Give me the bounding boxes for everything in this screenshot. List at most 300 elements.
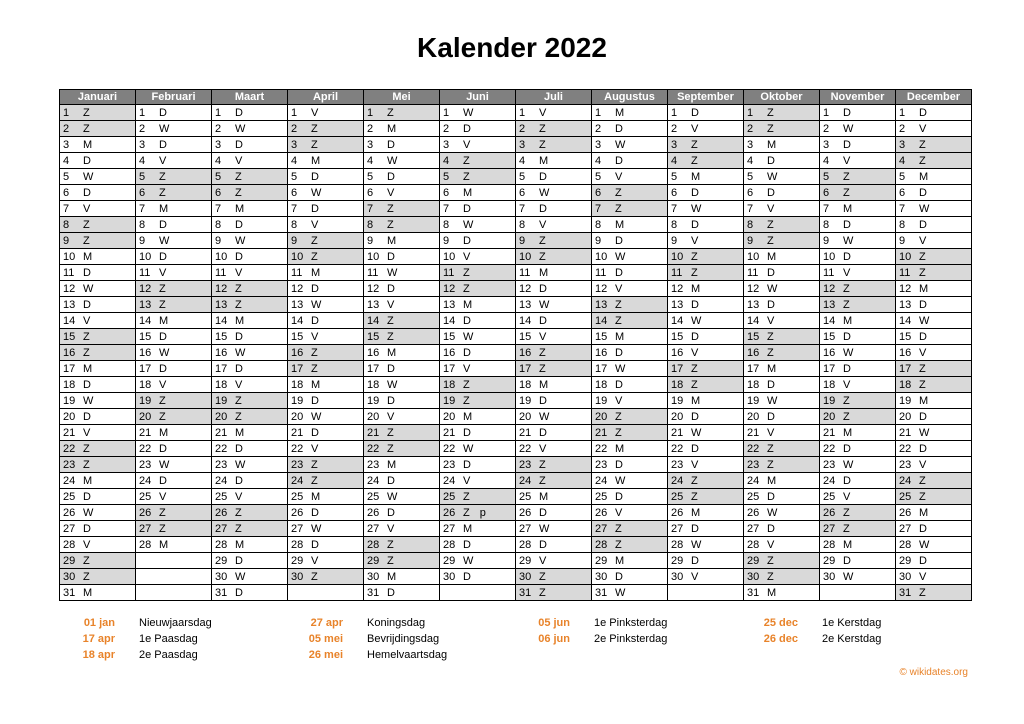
weekday-letter: M [463,410,473,423]
day-number: 1 [291,106,298,119]
day-cell [136,121,212,137]
day-cell [744,153,820,169]
weekday-letter: Z [691,362,698,375]
day-cell [440,217,516,233]
day-number: 19 [823,394,836,407]
weekday-letter: Z [691,266,698,279]
day-row [60,201,972,217]
weekday-letter: Z [691,138,698,151]
day-number: 24 [367,474,380,487]
weekday-letter: V [463,474,471,487]
day-cell [516,585,592,601]
weekday-letter: D [159,362,167,375]
day-cell [592,153,668,169]
day-cell [440,489,516,505]
day-number: 6 [291,186,298,199]
day-cell [668,153,744,169]
day-number: 1 [139,106,146,119]
day-number: 22 [443,442,456,455]
weekday-letter: Z [767,346,774,359]
weekday-letter: Z [615,522,622,535]
day-number: 11 [139,266,151,279]
day-number: 31 [215,586,228,599]
day-cell [896,265,972,281]
day-number: 11 [291,266,303,279]
day-number: 29 [595,554,608,567]
day-cell [364,345,440,361]
day-cell [744,217,820,233]
day-cell [516,361,592,377]
weekday-letter: W [919,426,930,439]
weekday-letter: Z [463,170,470,183]
day-cell [516,553,592,569]
day-number: 27 [291,522,304,535]
weekday-letter: D [843,442,851,455]
day-number: 11 [215,266,227,279]
weekday-letter: M [615,218,625,231]
day-cell [820,137,896,153]
weekday-letter: Z [615,538,622,551]
weekday-letter: M [235,314,245,327]
day-number: 5 [63,170,70,183]
day-number: 21 [671,426,684,439]
weekday-letter: Z [843,522,850,535]
weekday-letter: M [919,506,929,519]
weekday-letter: W [539,186,550,199]
day-number: 25 [443,490,456,503]
weekday-letter: D [539,426,547,439]
day-cell [60,537,136,553]
day-cell [668,537,744,553]
day-number: 12 [671,282,684,295]
day-cell [288,489,364,505]
day-cell [440,425,516,441]
weekday-letter: Z [159,506,166,519]
day-cell [288,313,364,329]
day-number: 19 [595,394,608,407]
holiday-entry [283,617,425,629]
day-number: 26 [595,506,608,519]
day-cell [440,185,516,201]
day-number: 24 [823,474,836,487]
weekday-letter: Z [767,106,774,119]
day-cell [60,457,136,473]
day-cell [896,313,972,329]
weekday-letter: Z [235,394,242,407]
weekday-letter: W [767,394,778,407]
day-cell [136,489,212,505]
day-number: 6 [519,186,526,199]
day-cell [60,393,136,409]
day-number: 3 [899,138,906,151]
day-cell [668,425,744,441]
weekday-letter: Z [387,426,394,439]
day-cell [288,265,364,281]
weekday-letter: W [767,170,778,183]
weekday-letter: M [83,474,93,487]
weekday-letter: Z [615,410,622,423]
day-cell [668,201,744,217]
day-row [60,553,972,569]
day-cell [592,473,668,489]
weekday-letter: D [387,586,395,599]
day-number: 27 [215,522,228,535]
weekday-letter: Z [615,298,622,311]
day-number: 25 [63,490,76,503]
day-number: 17 [367,362,380,375]
weekday-letter: V [615,170,623,183]
weekday-letter: D [691,106,699,119]
weekday-letter: D [919,442,927,455]
weekday-letter: Z [311,234,318,247]
day-number: 29 [823,554,836,567]
weekday-letter: M [311,378,321,391]
day-cell [592,249,668,265]
day-cell [212,281,288,297]
day-number: 13 [595,298,608,311]
weekday-letter: W [159,346,170,359]
day-cell [592,441,668,457]
day-cell [668,233,744,249]
weekday-letter: D [159,474,167,487]
day-row [60,153,972,169]
day-number: 29 [443,554,456,567]
day-cell [592,425,668,441]
day-cell [212,169,288,185]
day-cell [440,457,516,473]
weekday-letter: D [919,218,927,231]
weekday-letter: D [387,394,395,407]
day-number: 25 [215,490,228,503]
day-number: 28 [519,538,532,551]
day-cell [364,249,440,265]
weekday-letter: Z [539,474,546,487]
day-cell [212,297,288,313]
day-number: 8 [899,218,906,231]
day-number: 4 [823,154,830,167]
day-cell [212,409,288,425]
weekday-letter: Z [311,346,318,359]
day-number: 27 [519,522,532,535]
day-number: 16 [139,346,152,359]
weekday-letter: Z [539,570,546,583]
day-cell [668,121,744,137]
day-cell [668,377,744,393]
weekday-letter: Z [83,106,90,119]
day-number: 12 [291,282,304,295]
day-number: 13 [139,298,152,311]
day-number: 21 [443,426,456,439]
day-row [60,217,972,233]
day-number: 4 [443,154,450,167]
day-number: 11 [671,266,683,279]
day-cell [60,425,136,441]
day-number: 28 [291,538,304,551]
day-cell [668,185,744,201]
day-cell [744,505,820,521]
weekday-letter: M [311,154,321,167]
day-cell [440,121,516,137]
weekday-letter: M [387,346,397,359]
day-number: 2 [747,122,754,135]
weekday-letter: Z [83,346,90,359]
day-cell [592,217,668,233]
day-number: 12 [595,282,608,295]
weekday-letter: W [311,298,322,311]
weekday-letter: W [615,362,626,375]
day-cell [744,473,820,489]
weekday-letter: W [159,122,170,135]
weekday-letter: D [311,426,319,439]
day-cell [896,217,972,233]
weekday-letter: Z [311,122,318,135]
day-cell [744,281,820,297]
holiday-date: 26 dec [763,633,798,645]
day-cell [516,297,592,313]
day-cell [136,137,212,153]
weekday-letter: D [919,298,927,311]
day-number: 27 [595,522,608,535]
weekday-letter: M [843,202,853,215]
weekday-letter: M [159,426,169,439]
weekday-letter: Z [919,362,926,375]
day-number: 1 [671,106,678,119]
day-cell [60,137,136,153]
day-cell [516,393,592,409]
month-header-september: September [668,90,744,105]
day-number: 16 [823,346,836,359]
day-number: 8 [595,218,602,231]
weekday-letter: Z [387,106,394,119]
weekday-letter: W [843,570,854,583]
day-cell [896,233,972,249]
day-cell [744,457,820,473]
day-cell [136,521,212,537]
day-cell [744,537,820,553]
weekday-letter: Z [83,458,90,471]
weekday-letter: V [691,122,699,135]
day-cell [516,345,592,361]
weekday-letter: D [767,490,775,503]
weekday-letter: V [691,346,699,359]
holiday-name: Bevrijdingsdag [367,633,440,645]
weekday-letter: Z [83,122,90,135]
day-cell [820,185,896,201]
day-number: 10 [367,250,380,263]
day-cell [744,233,820,249]
weekday-letter: Z [691,474,698,487]
day-number: 3 [63,138,70,151]
day-number: 10 [139,250,152,263]
day-cell [136,569,212,585]
day-cell [440,153,516,169]
weekday-letter: Z [159,282,166,295]
day-cell [820,361,896,377]
day-cell [364,361,440,377]
day-number: 24 [443,474,456,487]
day-number: 17 [139,362,152,375]
weekday-letter: Z [539,362,546,375]
day-number: 13 [215,298,228,311]
day-number: 23 [63,458,76,471]
day-number: 29 [63,554,76,567]
day-cell [288,201,364,217]
weekday-letter: D [843,138,851,151]
day-cell [668,505,744,521]
day-cell [136,393,212,409]
day-number: 9 [671,234,678,247]
day-cell [516,249,592,265]
day-number: 27 [443,522,456,535]
weekday-letter: Z [159,394,166,407]
day-number: 17 [899,362,912,375]
weekday-letter: M [539,490,549,503]
weekday-letter: Z [691,154,698,167]
weekday-letter: D [159,218,167,231]
weekday-letter: Z [919,266,926,279]
holiday-date: 25 dec [763,617,798,629]
weekday-letter: D [463,570,471,583]
weekday-letter: D [235,554,243,567]
weekday-letter: W [159,234,170,247]
day-number: 25 [747,490,760,503]
day-cell [820,345,896,361]
weekday-letter: D [311,202,319,215]
day-number: 7 [671,202,678,215]
day-number: 21 [519,426,532,439]
day-cell [896,153,972,169]
day-cell [668,329,744,345]
day-cell [896,441,972,457]
holiday-entry [738,633,881,645]
day-cell [516,569,592,585]
day-cell [516,313,592,329]
weekday-letter: M [615,106,625,119]
day-cell [440,537,516,553]
holiday-date: 05 jun [538,617,570,629]
day-cell [364,489,440,505]
day-cell [744,265,820,281]
day-cell [744,393,820,409]
weekday-letter: M [691,282,701,295]
day-cell [136,233,212,249]
day-cell [592,281,668,297]
day-cell [592,569,668,585]
day-number: 9 [595,234,602,247]
day-cell [820,569,896,585]
day-number: 23 [899,458,912,471]
weekday-letter: M [539,266,549,279]
weekday-letter: M [539,378,549,391]
day-number: 16 [443,346,456,359]
day-cell [896,537,972,553]
day-number: 22 [595,442,608,455]
day-row [60,393,972,409]
day-number: 22 [215,442,228,455]
holiday-name: Nieuwjaarsdag [139,617,212,629]
weekday-letter: D [919,554,927,567]
day-number: 2 [519,122,526,135]
weekday-letter: M [843,538,853,551]
day-cell [668,585,744,601]
day-number: 12 [139,282,152,295]
weekday-letter: D [83,154,91,167]
day-number: 4 [595,154,602,167]
weekday-letter: W [311,186,322,199]
weekday-letter: Z [463,282,470,295]
day-number: 12 [747,282,760,295]
day-row [60,137,972,153]
day-row [60,457,972,473]
day-number: 24 [139,474,152,487]
day-number: 7 [367,202,374,215]
weekday-letter: M [235,538,245,551]
day-number: 9 [63,234,70,247]
day-number: 28 [595,538,608,551]
day-cell [364,409,440,425]
day-cell [364,297,440,313]
day-number: 20 [595,410,608,423]
day-number: 5 [291,170,298,183]
day-cell [212,361,288,377]
weekday-letter: V [83,538,91,551]
day-cell [744,169,820,185]
weekday-letter: D [843,362,851,375]
day-number: 26 [519,506,532,519]
day-number: 18 [823,378,836,391]
day-cell [364,233,440,249]
weekday-letter: Z [615,426,622,439]
day-cell [212,457,288,473]
weekday-letter: W [919,314,930,327]
day-number: 22 [823,442,836,455]
day-number: 8 [823,218,830,231]
weekday-letter: Z [235,298,242,311]
day-number: 17 [595,362,608,375]
weekday-letter: D [311,506,319,519]
weekday-letter: W [843,234,854,247]
day-cell [440,585,516,601]
day-number: 23 [443,458,456,471]
day-cell [288,185,364,201]
weekday-letter: D [235,362,243,375]
day-cell [364,153,440,169]
weekday-letter: W [463,554,474,567]
day-number: 22 [139,442,152,455]
weekday-letter: D [387,138,395,151]
day-number: 8 [519,218,526,231]
day-number: 6 [139,186,146,199]
weekday-letter: Z [767,554,774,567]
day-number: 10 [595,250,608,263]
day-cell [592,345,668,361]
weekday-letter: M [311,266,321,279]
weekday-letter: Z [463,394,470,407]
weekday-letter: Z [539,250,546,263]
day-number: 19 [519,394,532,407]
day-cell [896,425,972,441]
day-number: 22 [367,442,380,455]
day-cell [136,537,212,553]
day-cell [516,329,592,345]
weekday-letter: W [463,442,474,455]
day-cell [668,489,744,505]
day-number: 4 [747,154,754,167]
day-cell [592,393,668,409]
weekday-letter: W [615,586,626,599]
day-cell [440,297,516,313]
weekday-letter: D [311,394,319,407]
